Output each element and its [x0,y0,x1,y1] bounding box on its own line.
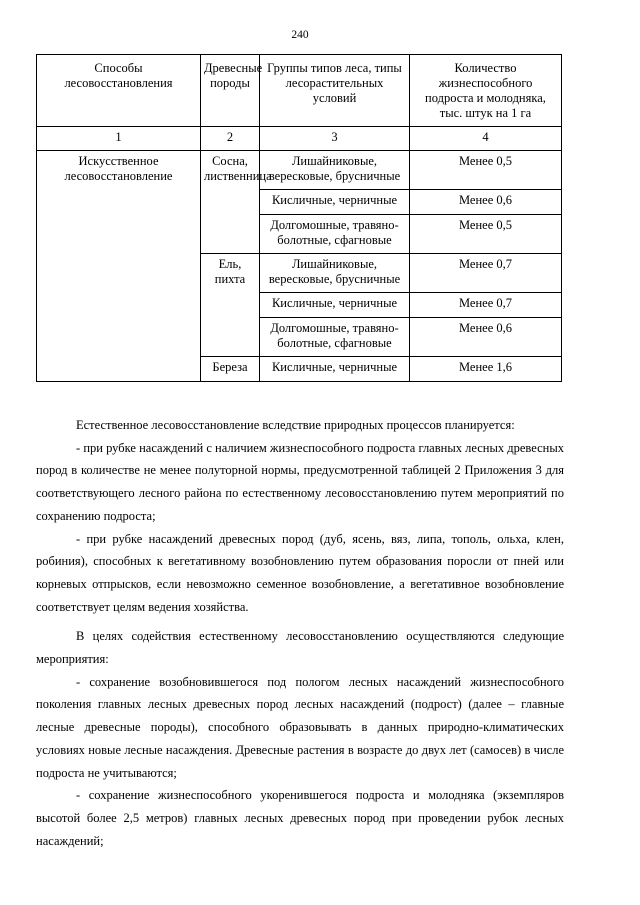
header-cell: Древесные породы [201,55,260,127]
paragraph: - при рубке насаждений с наличием жизнеспособного подроста главных лесных древесных пород в количестве не менее полуторной нормы, предусмотренной таблицей 2 Приложения 3 для соответствующего лесного района по естественному лесовосстановлению путем мероприятий по сохранению подроста; [36,440,564,523]
column-number-row [37,127,562,151]
reforestation-table [36,54,562,382]
group-cell: Лишайниковые, вересковые, брусничные [260,151,410,190]
method-cell: Искусственное лесовосстановление [37,151,201,382]
column-number: 1 [37,127,201,151]
column-number: 4 [410,127,562,151]
species-cell: Сосна, лиственница [201,151,260,254]
page-number: 240 [291,29,309,41]
paragraph: Естественное лесовосстановление вследствие природных процессов планируется: [76,418,515,432]
amount-cell: Менее 0,6 [410,190,562,215]
amount-cell: Менее 0,5 [410,215,562,254]
species-cell: Береза [201,357,260,382]
group-cell: Лишайниковые, вересковые, брусничные [260,254,410,293]
amount-cell: Менее 1,6 [410,357,562,382]
amount-cell: Менее 0,7 [410,254,562,293]
amount-cell: Менее 0,7 [410,293,562,318]
paragraph: - при рубке насаждений древесных пород (дуб, ясень, вяз, липа, тополь, ольха, клен, робиния), способных к вегетативному возобновлению путем образования поросли от пней или корневых отпрысков, если невозможно семенное возобновление, а вегетативное возобновление соответствует целям ведения хозяйства. [36,531,564,614]
paragraph: - сохранение жизнеспособного укоренившегося подроста и молодняка (экземпляров высотой более 2,5 метров) главных лесных древесных пород при проведении рубок лесных насаждений; [36,788,564,848]
amount-cell: Менее 0,5 [410,151,562,190]
header-cell: Группы типов леса, типы лесорастительных условий [260,55,410,127]
species-cell: Ель, пихта [201,254,260,357]
amount-cell: Менее 0,6 [410,318,562,357]
header-cell: Количество жизнеспособного подроста и молодняка, тыс. штук на 1 га [410,55,562,127]
group-cell: Кисличные, черничные [260,357,410,382]
column-number: 3 [260,127,410,151]
header-cell: Способы лесовосстановления [37,55,201,127]
table-header-row [37,55,562,127]
body-text [36,414,564,852]
group-cell: Кисличные, черничные [260,190,410,215]
paragraph: - сохранение возобновившегося под пологом лесных насаждений жизнеспособного поколения главных лесных древесных пород лесных насаждений (подрост) (далее – главные лесные древесные породы), способного образовывать в данных природно-климатических условиях новые лесные насаждения. Древесные растения в возрасте до двух лет (самосев) в числе подроста не учитываются; [36,674,564,780]
group-cell: Долгомошные, травяно-болотные, сфагновые [260,318,410,357]
column-number: 2 [201,127,260,151]
group-cell: Долгомошные, травяно-болотные, сфагновые [260,215,410,254]
table-row [37,151,562,190]
group-cell: Кисличные, черничные [260,293,410,318]
paragraph: В целях содействия естественному лесовосстановлению осуществляются следующие мероприятия: [36,629,564,667]
